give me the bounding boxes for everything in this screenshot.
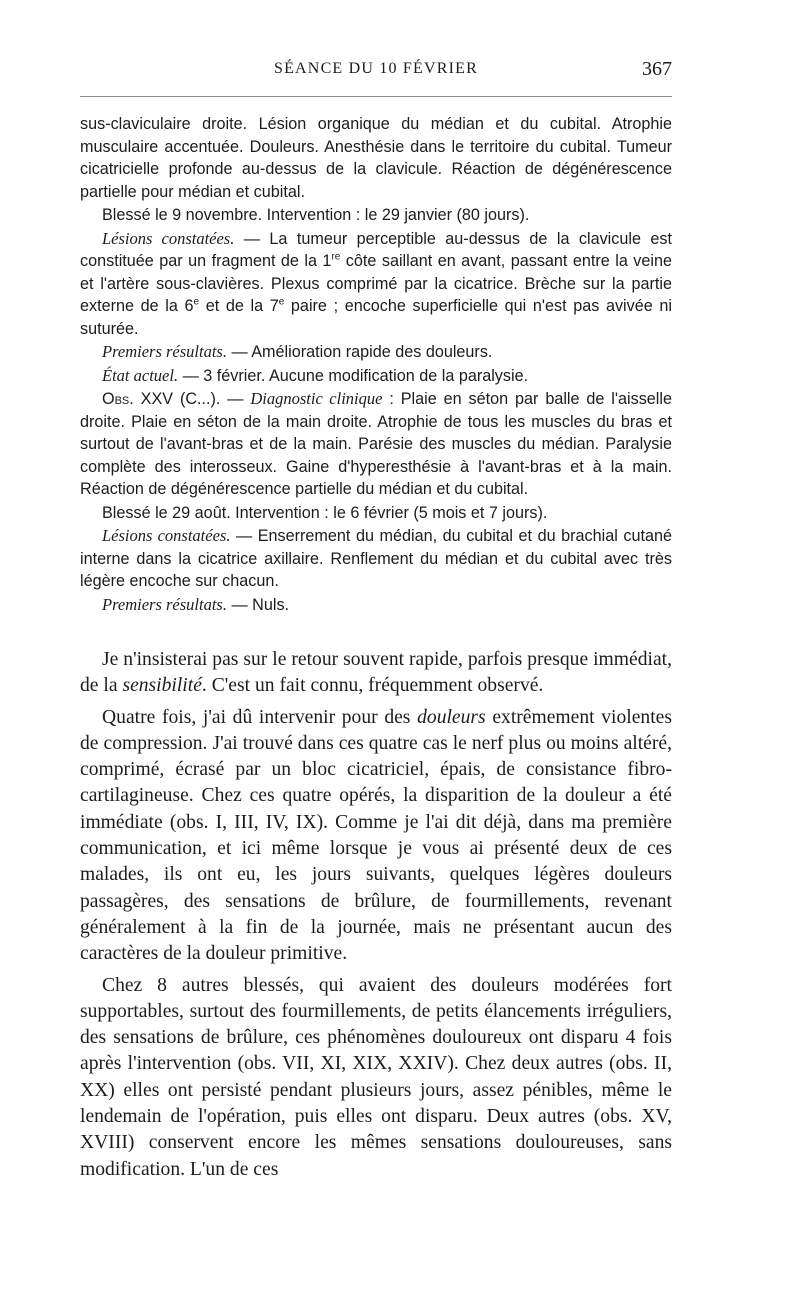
page-number: 367 [642, 58, 672, 80]
superscript: e [278, 296, 285, 308]
case-text: — Enserrement du médian, du cubital et du brachial cutané interne dans la cicatrice axillaire. Renflement du médian et du cubital avec très légère encoche sur chacun. [80, 527, 672, 590]
case-text: Blessé le 29 août. Intervention : le 6 février (5 mois et 7 jours). [102, 503, 548, 522]
case-paragraph [80, 204, 672, 227]
case-paragraph [80, 594, 672, 617]
case-text: — 3 février. Aucune modification de la paralysie. [178, 366, 529, 385]
case-text: — Amélioration rapide des douleurs. [226, 343, 493, 361]
case-paragraph [80, 228, 672, 341]
emphasis: douleurs [417, 706, 486, 728]
case-paragraph [80, 388, 672, 501]
page-header [80, 58, 672, 86]
superscript: re [331, 251, 341, 263]
case-paragraph [80, 502, 672, 525]
body-text: Je n'insisterai pas sur le retour souvent rapide, parfois presque immédiat, de la [80, 649, 672, 697]
running-title: SÉANCE DU 10 FÉVRIER [273, 60, 478, 77]
body-paragraph [80, 705, 672, 968]
case-notes [80, 113, 672, 617]
body-text: Chez 8 autres blessés, qui avaient des douleurs modérées fort supportables, surtout des fourmillements, de petits élancements irréguliers, des sensations de brûlure, ces phénomènes douloureux ont disparu 4 fois après l'intervention (obs. VII, XI, XIX, XXIV). Chez deux autres (obs. II, XX) elles ont persisté pendant plusieurs jours, assez pénibles, même le lendemain de l'opération, puis elles ont disparu. Deux autres (obs. XV, XVIII) conservent encore les mêmes sensations douloureuses, sans modification. L'un de ces [80, 974, 672, 1180]
case-text: et de la 7 [199, 297, 279, 315]
section-label: Lésions constatées. [102, 526, 231, 545]
case-text: sus-claviculaire droite. Lésion organique du médian et du cubital. Atrophie musculaire accentuée. Douleurs. Anesthésie dans le territoire du cubital. Tumeur cicatricielle profonde au-dessus de la clavicule. Réaction de dégénérescence partielle pour médian et cubital. [80, 115, 672, 201]
observation-label: Obs. XXV [102, 390, 174, 408]
main-text [80, 647, 672, 1183]
section-label: Premiers résultats. [102, 342, 227, 361]
section-label: Diagnostic clinique [250, 389, 383, 408]
emphasis: sensibilité [122, 675, 202, 697]
case-paragraph [80, 365, 672, 388]
case-text: côte saillant en avant, passant entre la veine et l'artère sous-clavières. Plexus comprimé par la cicatrice. Brèche sur la partie externe de la 6 [80, 252, 672, 315]
case-text: paire ; encoche superficielle qui n'est pas avivée ni suturée. [80, 297, 672, 338]
body-text: extrêmement violentes de compression. J'ai trouvé dans ces quatre cas le nerf plus ou moins altéré, comprimé, écrasé par un bloc cicatriciel, épais, de consistance fibro-cartilagineuse. Chez ces quatre opérés, la disparition de la douleur a été immédiate (obs. I, III, IV, IX). Comme je l'ai dit déjà, dans ma première communication, et ici même lorsque je vous ai présenté deux de ces malades, ils ont eu, les jours suivants, quelques légères douleurs passagères, des sensations de brûlure, de fourmillements, revenant généralement à la fin de la journée, mais ne présentant aucun des caractères de la douleur primitive. [80, 706, 672, 965]
case-text: : Plaie en séton par balle de l'aisselle droite. Plaie en séton de la main droite. Atrophie de tous les muscles du bras et surtout de l'avant-bras et de la main. Parésie des muscles du médian. Paralysie complète des interosseux. Gaine d'hyperesthésie à l'avant-bras et à la main. Réaction de dégénérescence partielle du médian et du cubital. [80, 390, 672, 498]
case-paragraph [80, 341, 672, 364]
body-text: Quatre fois, j'ai dû intervenir pour des [102, 706, 418, 728]
case-paragraph [80, 525, 672, 593]
case-text: Blessé le 9 novembre. Intervention : le 29 janvier (80 jours). [102, 206, 530, 224]
case-text: — La tumeur perceptible au-dessus de la clavicule est constituée par un fragment de la 1 [80, 229, 672, 270]
header-rule [80, 96, 672, 97]
body-paragraph [80, 647, 672, 700]
section-label: Lésions constatées. [102, 228, 235, 248]
case-paragraph [80, 113, 672, 203]
superscript: e [193, 296, 200, 308]
body-paragraph [80, 973, 672, 1183]
section-label: État actuel. [102, 365, 179, 385]
body-text: . C'est un fait connu, fréquemment observé. [201, 675, 544, 697]
case-text: (C...). — [173, 390, 251, 408]
section-label: Premiers résultats. [102, 594, 227, 614]
case-text: — Nuls. [226, 595, 290, 614]
